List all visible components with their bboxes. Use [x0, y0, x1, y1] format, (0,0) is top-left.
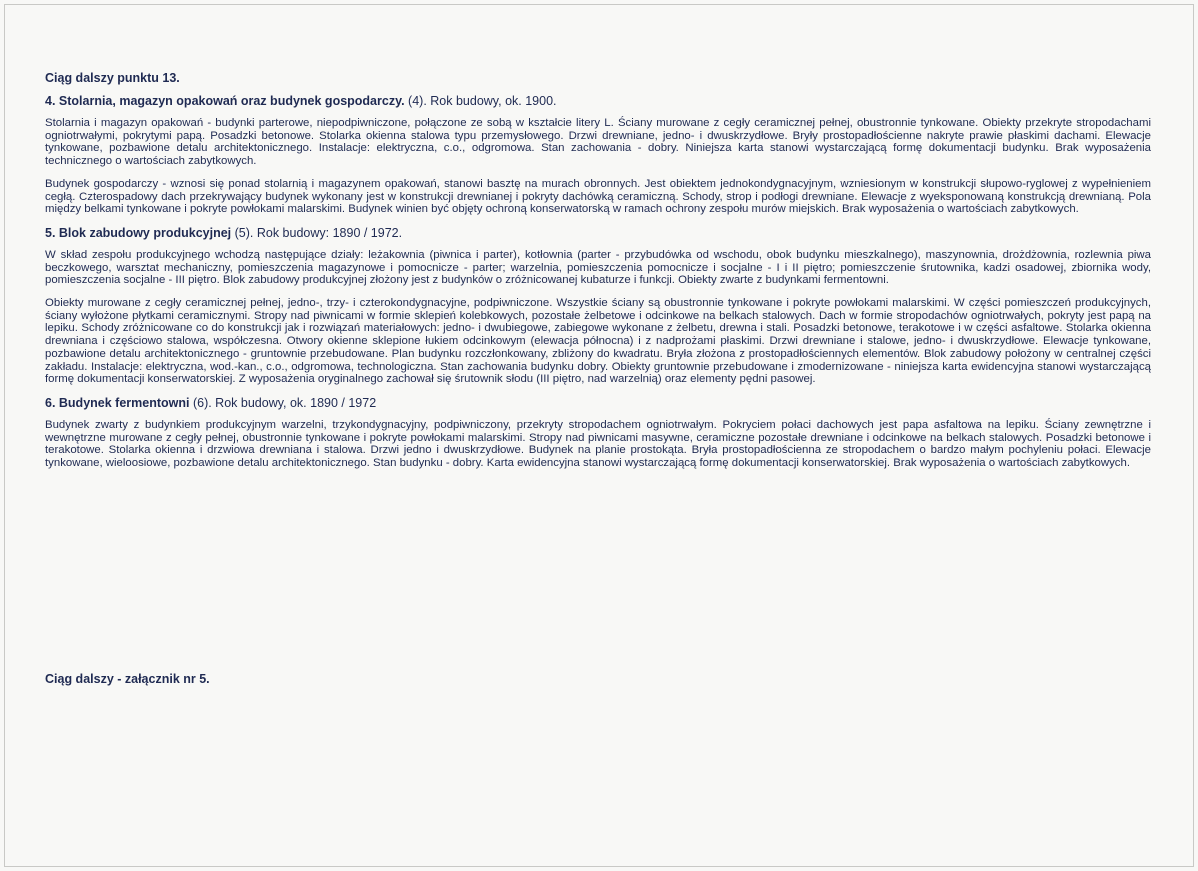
- section-fermentownia: [45, 396, 1151, 470]
- paragraph: W skład zespołu produkcyjnego wchodzą następujące działy: leżakownia (piwnica i parter), kotłownia (parter - przybudówka od wschodu, obok budynku mieszkalnego), maszynownia, drożdżownia, rozlewnia piwa beczkowego, warsztat mechaniczny, pomieszczenia magazynowe i pomocnicze - parter; warzelnia, pomieszczenia pomocnicze i socjalne - I i II piętro; pomieszczenie śrutownika, kadzi osadowej, zbiornika wody, pomieszczenia socjalne - III piętro. Blok zabudowy produkcyjnej złożony jest z budynków o zróżnicowanej kubaturze i funkcji. Obiekty zwarte z budynkami fermentowni.: [45, 248, 1151, 287]
- paragraph: Budynek gospodarczy - wznosi się ponad stolarnią i magazynem opakowań, stanowi basztę na murach obronnych. Jest obiektem jednokondygnacyjnym, wzniesionym w konstrukcji słupowo-ryglowej z wypełnieniem cegłą. Czterospadowy dach przekrywający budynek wykonany jest w konstrukcji drewnianej i pokryty dachówką ceramiczną. Schody, strop i podłogi drewniane. Elewacje z wyeksponowaną konstrukcją drewnianą. Pola między belkami tynkowane i pokryte powłokami malarskimi. Budynek winien być objęty ochroną konserwatorską w ramach ochrony zespołu murów miejskich. Brak wyposażenia o wartościach zabytkowych.: [45, 177, 1151, 216]
- section-blok-zabudowy: [45, 226, 1151, 386]
- section-heading: [45, 396, 1151, 410]
- section-heading-bold: 4. Stolarnia, magazyn opakowań oraz budynek gospodarczy.: [45, 94, 405, 108]
- section-heading-bold: 5. Blok zabudowy produkcyjnej: [45, 225, 232, 240]
- paragraph: Obiekty murowane z cegły ceramicznej pełnej, jedno-, trzy- i czterokondygnacyjne, podpiwniczone. Wszystkie ściany są obustronnie tynkowane i pokryte powłokami malarskimi. W części pomieszczeń produkcyjnych, ściany wyłożone płytkami ceramicznymi. Stropy nad piwnicami w formie sklepień kolebkowych, pozostałe żelbetowe i odcinkowe na belkach stalowych. Dach w formie stropodachów ogniotrwałych, pokryty jest papą na lepiku. Schody zróżnicowane co do konstrukcji jak i rozwiązań materiałowych: jedno- i dwubiegowe, zabiegowe wykonane z żelbetu, drewna i stali. Posadzki betonowe, terakotowe i w części asfaltowe. Stolarka okienna drewniana i częściowo stalowa, współczesna. Otwory okienne sklepione łukiem odcinkowym (elewacja północna) i z nadprożami płaskimi. Drzwi drewniane i stalowe, jedno- i dwuskrzydłowe. Elewacje tynkowane, pozbawione detalu architektonicznego - gruntownie przebudowane. Plan budynku rozczłonkowany, zbliżony do kwadratu. Bryła złożona z prostopadłościennych elementów. Blok zabudowy położony w centralnej części zakładu. Instalacje: elektryczna, wod.-kan., c.o., odgromowa, technologiczna. Stan zachowania budynku dobry. Obiekty gruntownie przebudowane i zmodernizowane - niniejsza karta ewidencyjna stanowi wystarczającą formę dokumentacji konserwatorskiej. Z wyposażenia oryginalnego zachował się śrutownik słodu (III piętro, nad warzelnią) oraz elementy pędni pasowej.: [45, 297, 1151, 386]
- paragraph: Stolarnia i magazyn opakowań - budynki parterowe, niepodpiwniczone, połączone ze sobą w kształcie litery L. Ściany murowane z cegły ceramicznej pełnej, obustronnie tynkowane. Obiekty przekryte stropodachami ogniotrwałymi, pokrytymi papą. Posadzki betonowe. Stolarka okienna stalowa typu przemysłowego. Drzwi drewniane, jedno- i dwuskrzydłowe. Bryły prostopadłościenne nakryte prawie płaskimi dachami. Elewacje tynkowane, pozbawione detalu architektonicznego. Instalacje: elektryczna, c.o., odgromowa. Stan zachowania - dobry. Niniejsza karta stanowi wystarczającą formę dokumentacji budynku. Brak wyposażenia technicznego o wartościach zabytkowych.: [45, 117, 1151, 168]
- section-heading: [45, 226, 1151, 240]
- document-body: [45, 71, 1151, 480]
- section-heading-rest: (5). Rok budowy: 1890 / 1972.: [231, 225, 403, 240]
- continuation-header: Ciąg dalszy punktu 13.: [45, 71, 180, 85]
- section-heading-bold: 6. Budynek fermentowni: [45, 395, 190, 410]
- continuation-footer: Ciąg dalszy - załącznik nr 5.: [45, 672, 210, 686]
- section-heading-rest: (4). Rok budowy, ok. 1900.: [404, 94, 557, 108]
- section-heading-rest: (6). Rok budowy, ok. 1890 / 1972: [189, 395, 377, 410]
- paragraph: Budynek zwarty z budynkiem produkcyjnym warzelni, trzykondygnacyjny, podpiwniczony, przekryty stropodachem ogniotrwałym. Pokryciem połaci dachowych jest papa asfaltowa na lepiku. Ściany zewnętrzne i wewnętrzne murowane z cegły pełnej, obustronnie tynkowane i pokryte powłokami malarskimi. Stropy nad piwnicami masywne, ceramiczne pozostałe drewniane i odcinkowe na belkach stalowych. Posadzki betonowe i terakotowe. Stolarka okienna i drzwiowa drewniana i stalowa. Drzwi jedno i dwuskrzydłowe. Budynek na planie prostokąta. Bryła prostopadłościenna ze stropodachem o bardzo małym pochyleniu połaci. Elewacje tynkowane, wieloosiowe, pozbawione detalu architektonicznego. Stan budynku - dobry. Karta ewidencyjna stanowi wystarczającą formę dokumentacji konserwatorskiej. Brak wyposażenia o wartościach zabytkowych.: [45, 418, 1151, 470]
- section-heading: [45, 94, 1151, 108]
- section-stolarnia: [45, 94, 1151, 216]
